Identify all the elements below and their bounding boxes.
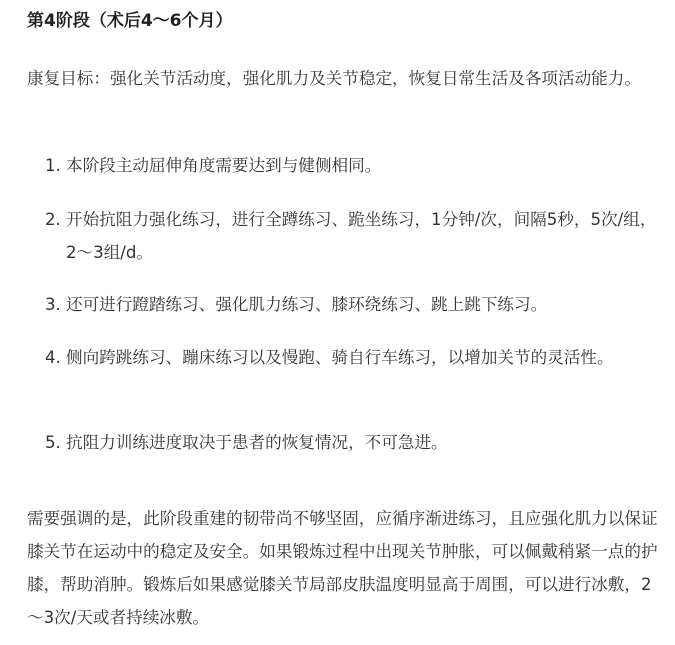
list-item-text: 还可进行蹬踏练习、强化肌力练习、膝环绕练习、跳上跳下练习。 <box>66 295 548 314</box>
list-item-text: 侧向跨跳练习、蹦床练习以及慢跑、骑自行车练习，以增加关节的灵活性。 <box>66 348 614 367</box>
list-item <box>45 341 657 374</box>
list-item <box>45 426 657 459</box>
rehab-goal-paragraph: 康复目标：强化关节活动度，强化肌力及关节稳定，恢复日常生活及各项活动能力。 <box>27 69 641 88</box>
list-item-number: 3. <box>45 295 61 314</box>
emphasis-paragraph: 需要强调的是，此阶段重建的韧带尚不够坚固，应循序渐进练习，且应强化肌力以保证膝关节在运动中的稳定及安全。如果锻炼过程中出现关节肿胀，可以佩戴稍紧一点的护膝，帮助消肿。锻炼后如果感觉膝关节局部皮肤温度明显高于周围，可以进行冰敷，2～3次/天或者持续冰敷。 <box>27 509 658 627</box>
list-item-text: 开始抗阻力强化练习，进行全蹲练习、跪坐练习，1分钟/次，间隔5秒，5次/组，2～3组/d。 <box>66 210 657 262</box>
list-item-number: 5. <box>45 433 61 452</box>
list-item-text: 抗阻力训练进度取决于患者的恢复情况，不可急进。 <box>66 433 448 452</box>
list-item <box>45 288 657 321</box>
list-item-number: 1. <box>45 156 61 175</box>
section-heading: 第4阶段（术后4～6个月） <box>27 11 233 31</box>
list-item <box>45 149 657 182</box>
list-item-text: 本阶段主动屈伸角度需要达到与健侧相同。 <box>66 156 382 175</box>
list-item-number: 4. <box>45 348 61 367</box>
list-item <box>45 203 657 269</box>
list-item-number: 2. <box>45 210 61 229</box>
